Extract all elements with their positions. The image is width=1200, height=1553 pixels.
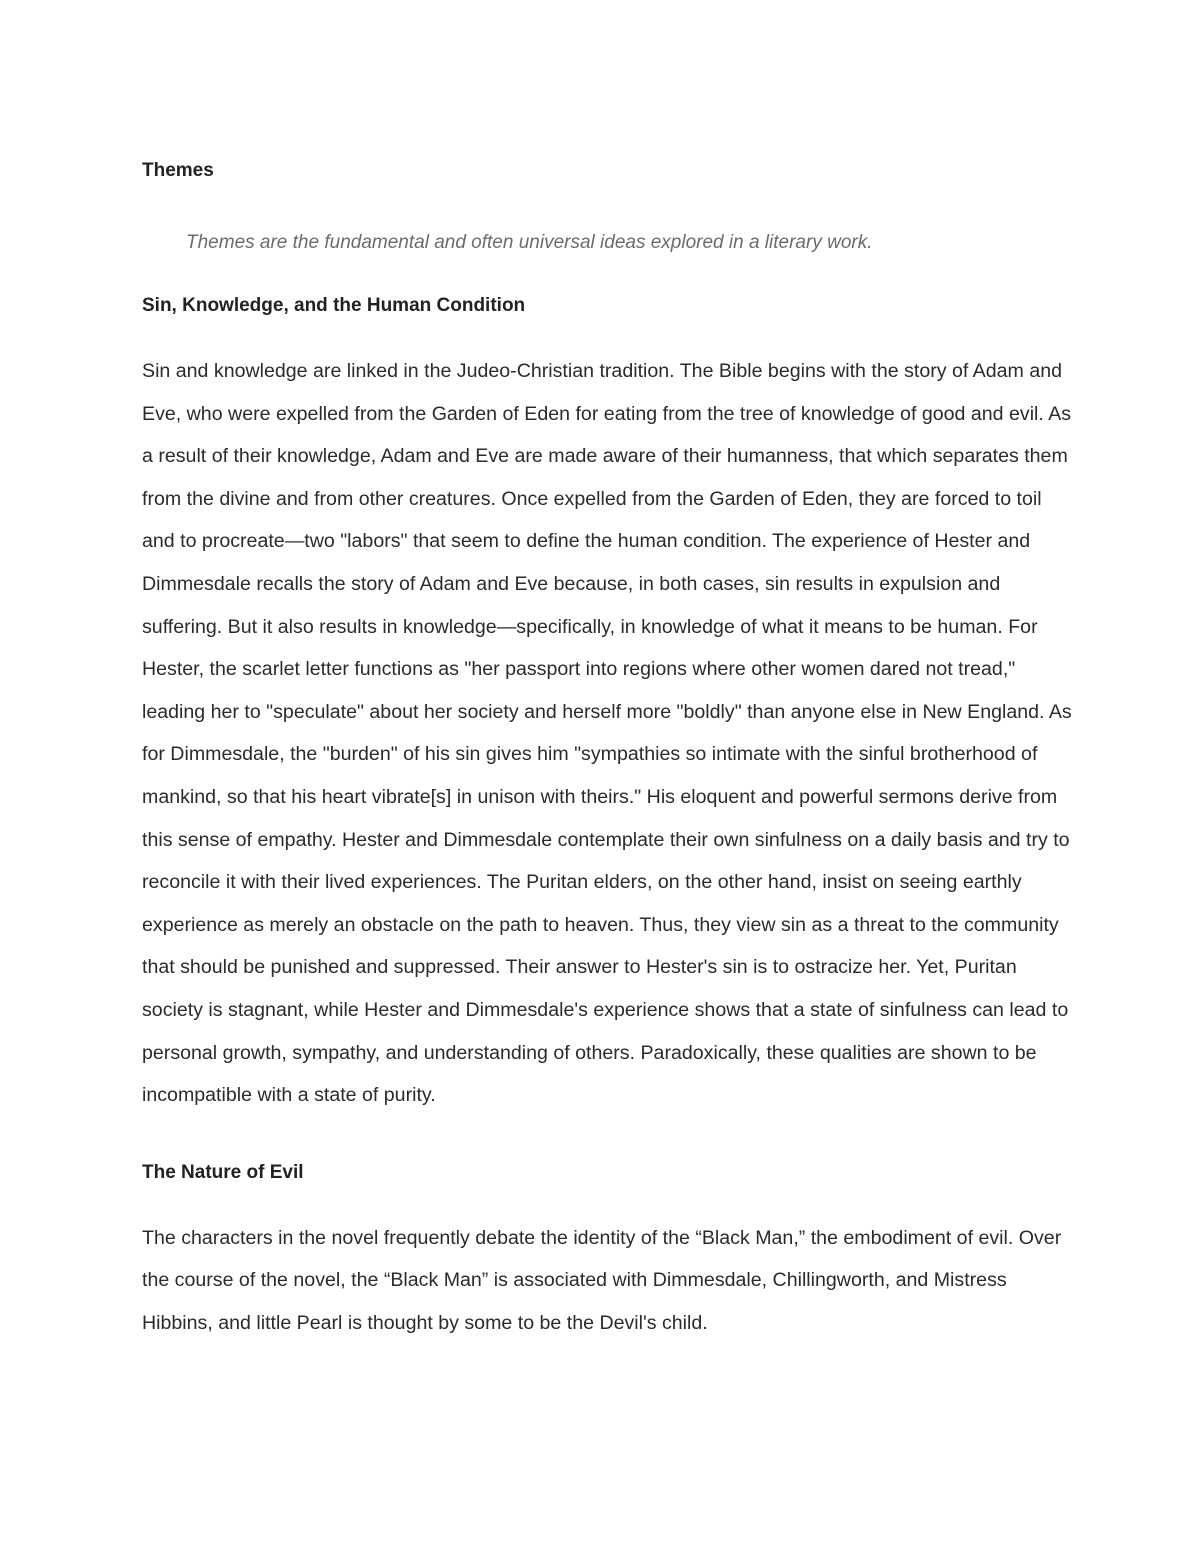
page-title: Themes xyxy=(142,160,214,181)
section-body-sin: Sin and knowledge are linked in the Judeo-Christian tradition. The Bible begins with the story of Adam and Eve, who were expelled from the Garden of Eden for eating from the tree of knowledge of good and evil. As a result of their knowledge, Adam and Eve are made aware of their humanness, that which separates them from the divine and from other creatures. Once expelled from the Garden of Eden, they are forced to toil and to procreate—two "labors" that seem to define the human condition. The experience of Hester and Dimmesdale recalls the story of Adam and Eve because, in both cases, sin results in expulsion and suffering. But it also results in knowledge—specifically, in knowledge of what it means to be human. For Hester, the scarlet letter functions as "her passport into regions where other women dared not tread," leading her to "speculate" about her society and herself more "boldly" than anyone else in New England. As for Dimmesdale, the "burden" of his sin gives him "sympathies so intimate with the sinful brotherhood of mankind, so that his heart vibrate[s] in unison with theirs." His eloquent and powerful sermons derive from this sense of empathy. Hester and Dimmesdale contemplate their own sinfulness on a daily basis and try to reconcile it with their lived experiences. The Puritan elders, on the other hand, insist on seeing earthly experience as merely an obstacle on the path to heaven. Thus, they view sin as a threat to the community that should be punished and suppressed. Their answer to Hester's sin is to ostracize her. Yet, Puritan society is stagnant, while Hester and Dimmesdale's experience shows that a state of sinfulness can lead to personal growth, sympathy, and understanding of others. Paradoxically, these qualities are shown to be incompatible with a state of purity. xyxy=(142,360,1072,1107)
section-heading-sin: Sin, Knowledge, and the Human Condition xyxy=(142,295,526,316)
page-subtitle: Themes are the fundamental and often universal ideas explored in a literary work. xyxy=(186,232,873,253)
document-content xyxy=(142,157,1072,1344)
section-heading-evil: The Nature of Evil xyxy=(142,1161,304,1183)
section-body-evil: The characters in the novel frequently debate the identity of the “Black Man,” the embodiment of evil. Over the course of the novel, the “Black Man” is associated with Dimmesdale, Chillingworth, and Mistress Hibbins, and little Pearl is thought by some to be the Devil's child. xyxy=(142,1226,1062,1334)
